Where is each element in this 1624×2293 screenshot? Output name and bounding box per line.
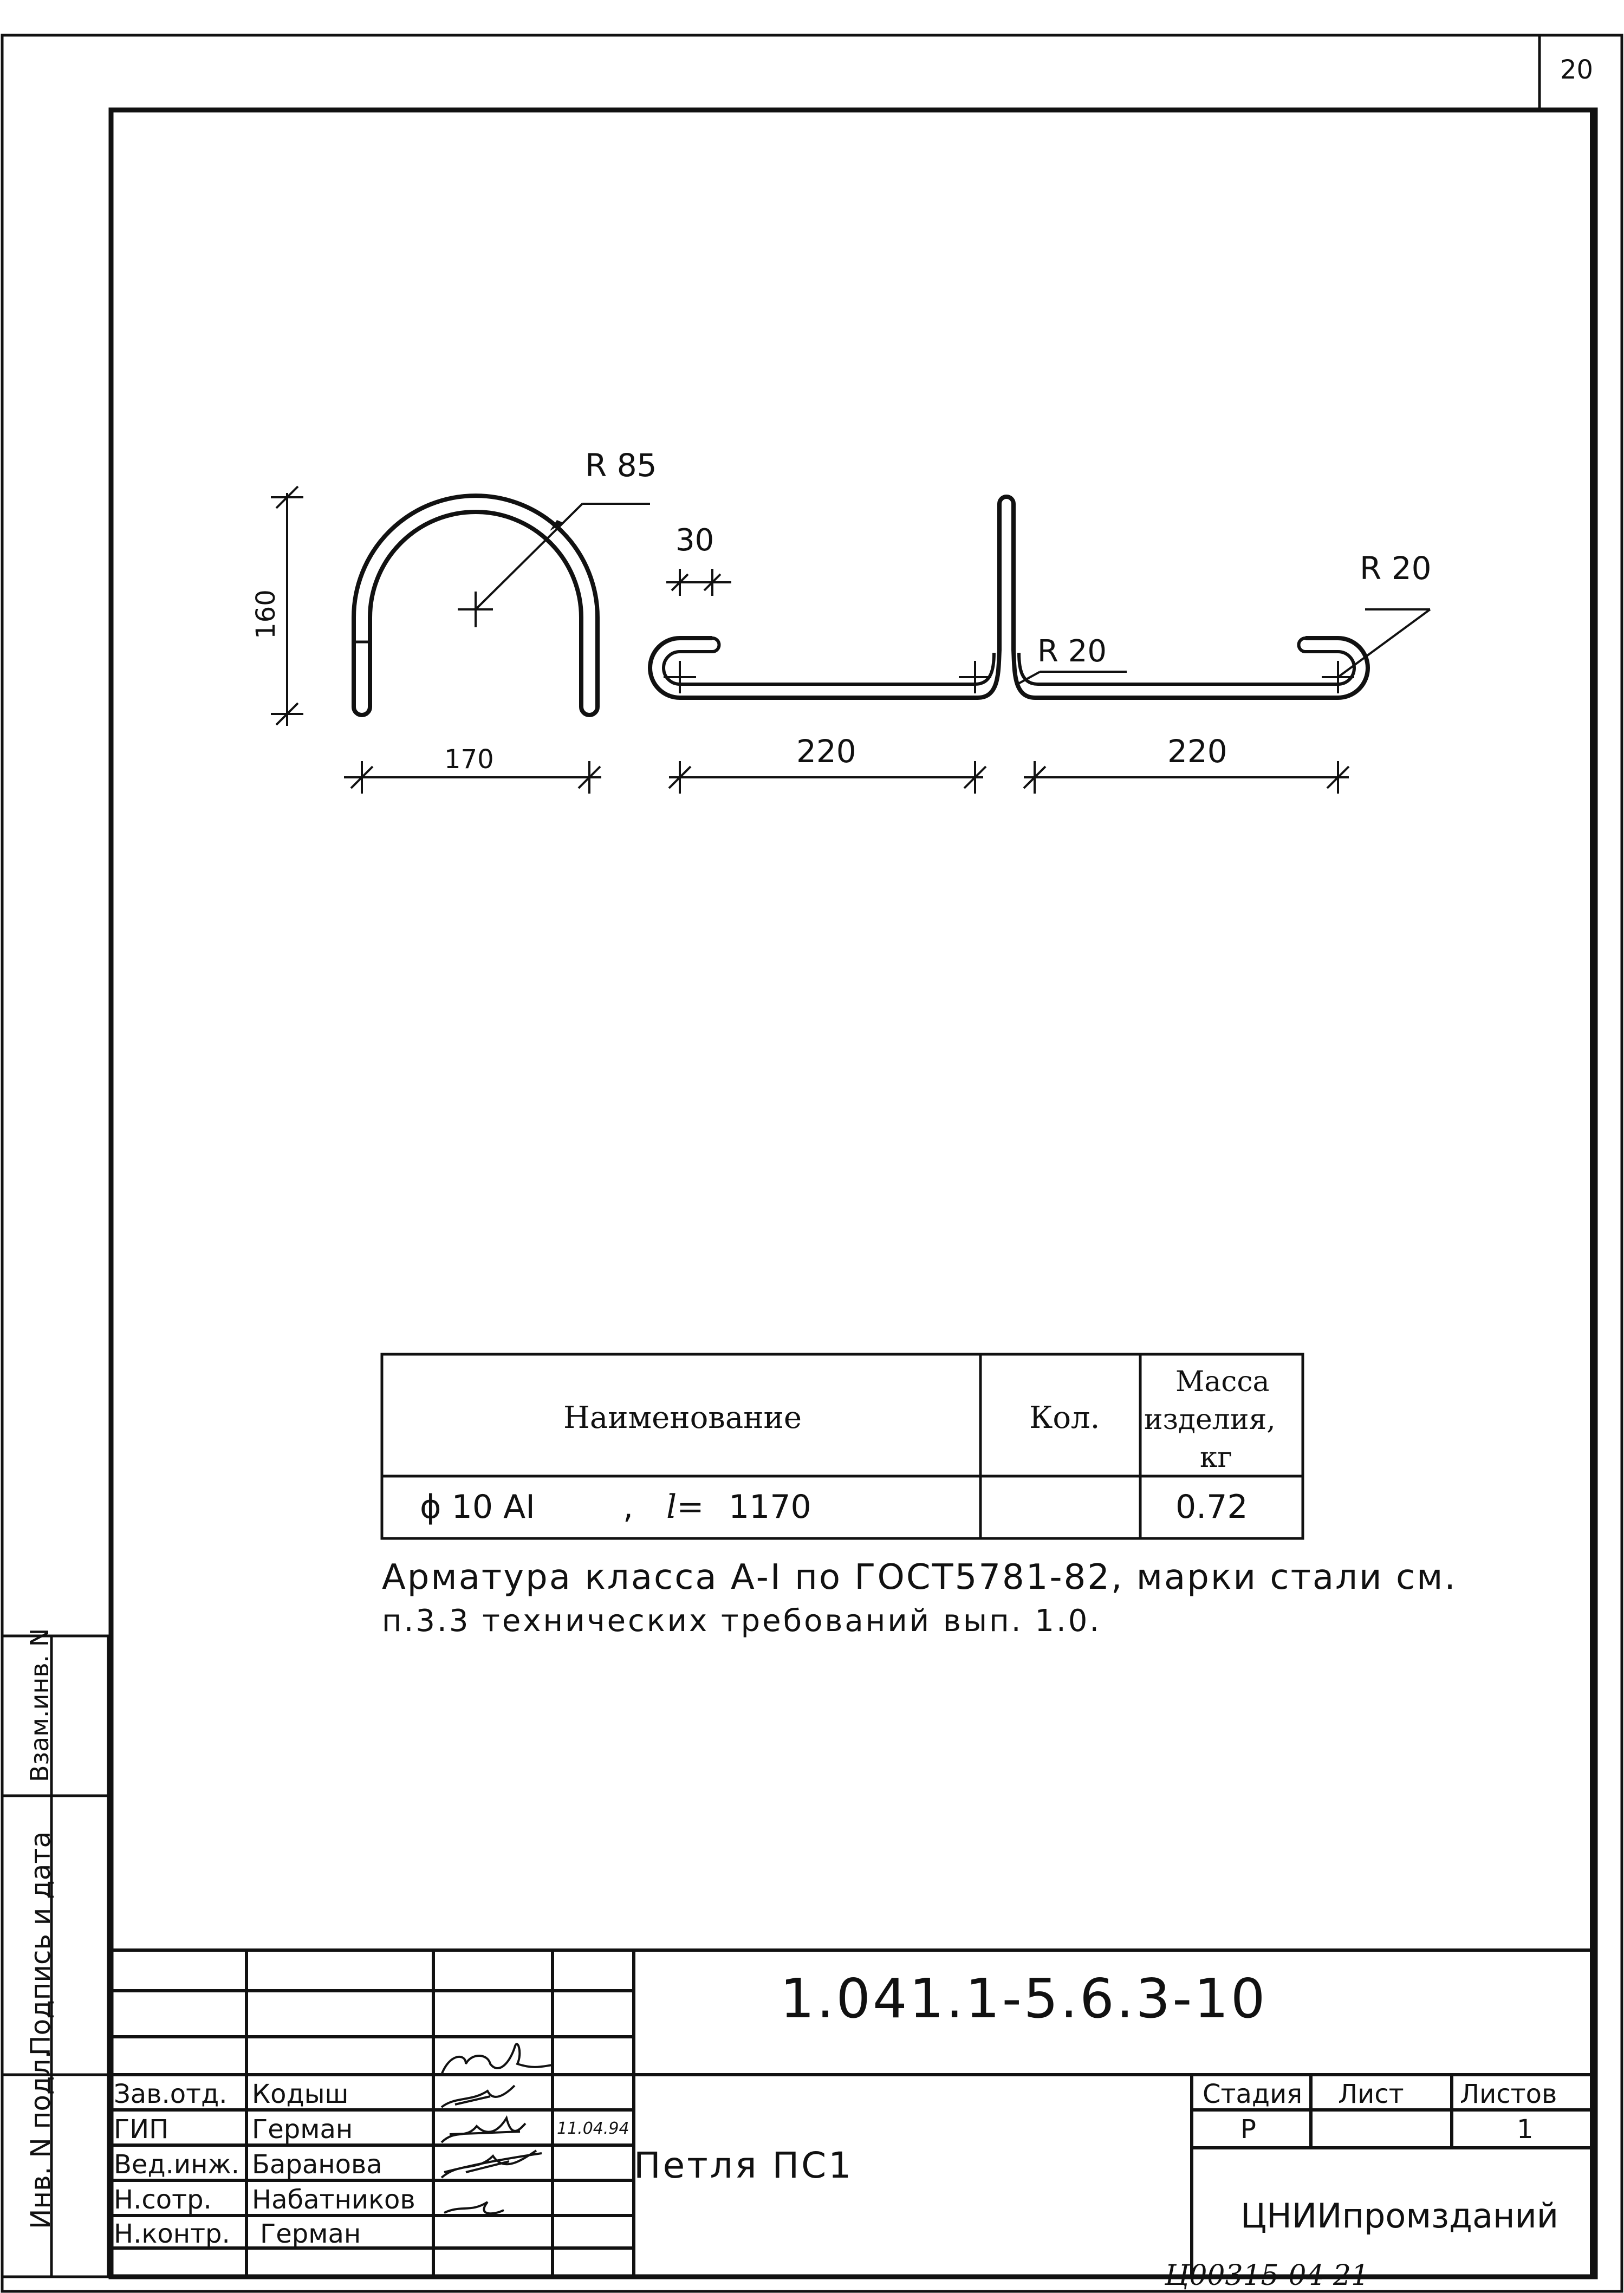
item-title: Петля ПС1: [634, 2145, 854, 2186]
role-4: Н.сотр.: [114, 2185, 212, 2215]
spec-row-length-value: 1170: [729, 1488, 811, 1526]
doc-code: 1.041.1-5.6.3-10: [780, 1967, 1268, 2030]
stage-value: Р: [1240, 2114, 1256, 2145]
loop-radius-label: R 85: [585, 447, 657, 484]
role-1: Зав.отд.: [114, 2079, 228, 2109]
bend-radius-label: R 20: [1037, 634, 1107, 669]
name-3: Баранова: [252, 2149, 382, 2180]
left-length-dim: 220: [796, 733, 856, 770]
sheets-value: 1: [1517, 2114, 1534, 2145]
name-2: Герман: [252, 2114, 353, 2145]
spec-header-qty: Кол.: [1029, 1400, 1100, 1435]
side-replace-inv: Взам.инв. N: [25, 1628, 54, 1782]
end-radius-label: R 20: [1360, 550, 1432, 587]
sign-date: 11.04.94: [557, 2119, 629, 2138]
stage-header: Стадия: [1203, 2079, 1303, 2109]
sheet-number: 20: [1560, 55, 1594, 85]
sheet-header: Лист: [1338, 2079, 1404, 2109]
hook-dim: 30: [675, 523, 714, 558]
note-line-1: Арматура класса А-I по ГОСТ5781-82, марки стали см.: [382, 1557, 1457, 1597]
organization: ЦНИИпромзданий: [1240, 2196, 1559, 2236]
sheets-header: Листов: [1460, 2079, 1557, 2109]
name-4: Набатников: [252, 2185, 415, 2215]
side-sign-date: Подпись и дата: [25, 1831, 56, 2056]
loop-width-dim: 170: [444, 744, 494, 775]
role-2: ГИП: [114, 2114, 169, 2145]
role-3: Вед.инж.: [114, 2149, 239, 2180]
name-1: Кодыш: [252, 2079, 349, 2109]
note-line-2: п.3.3 технических требований вып. 1.0.: [382, 1603, 1102, 1639]
spec-header-name: Наименование: [563, 1400, 802, 1435]
spec-header-mass-2: изделия,: [1144, 1404, 1276, 1436]
role-5: Н.контр.: [114, 2219, 230, 2249]
signatures: [441, 2044, 553, 2213]
spec-header-mass-3: кг: [1200, 1441, 1232, 1474]
archive-number: Ц00315-04 21: [1165, 2259, 1369, 2292]
spec-row-sep: ,: [623, 1488, 634, 1526]
side-inv-original: Инв. N подл.: [25, 2050, 56, 2229]
right-length-dim: 220: [1167, 733, 1227, 770]
loop-height-dim: 160: [250, 589, 281, 639]
name-5: Герман: [260, 2219, 361, 2249]
spec-row-length-symbol: l=: [666, 1488, 704, 1526]
spec-row-mass: 0.72: [1175, 1488, 1248, 1526]
spec-header-mass-1: Масса: [1175, 1366, 1270, 1398]
spec-row-name: ϕ 10 AI: [420, 1488, 535, 1526]
